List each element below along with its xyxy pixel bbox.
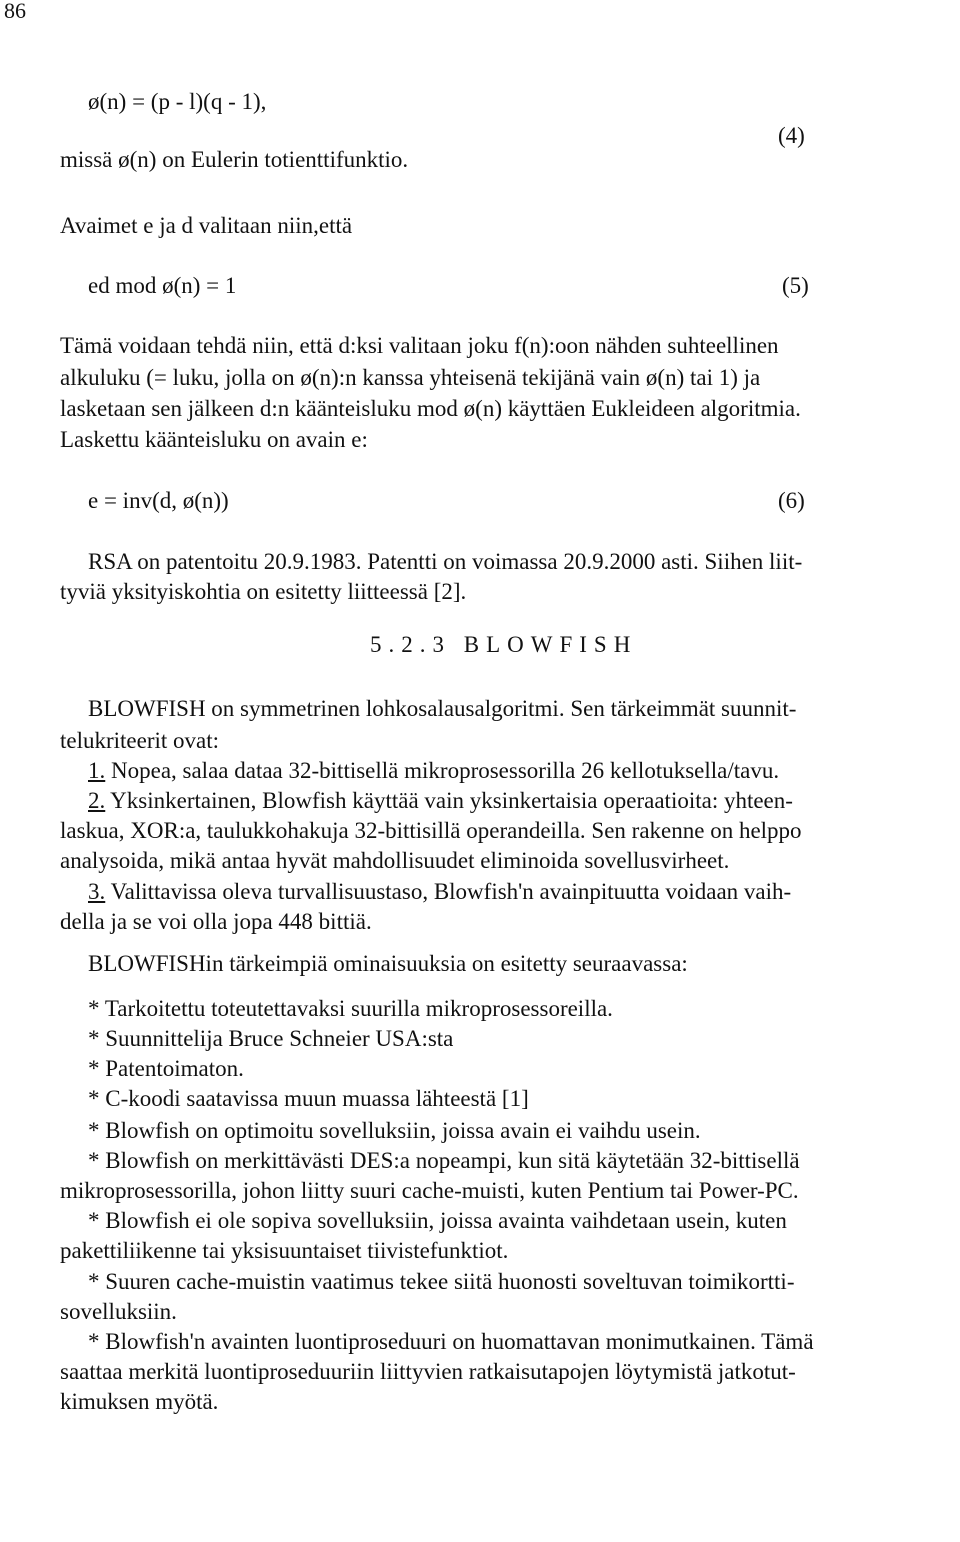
equation-4-note: missä ø(n) on Eulerin totienttifunktio. <box>60 147 409 172</box>
property-item: * Blowfish'n avainten luontiproseduuri on huomattavan monimutkainen. Tämä <box>88 1329 814 1354</box>
section-heading: 5.2.3 BLOWFISH <box>370 632 638 657</box>
criteria-text: analysoida, mikä antaa hyvät mahdollisuudet eliminoida sovellusvirheet. <box>60 848 730 873</box>
equation-4-number: (4) <box>778 123 805 148</box>
criteria-number: 1. <box>88 758 106 783</box>
property-item: * Patentoimaton. <box>88 1056 244 1081</box>
criteria-text: laskua, XOR:a, taulukkohakuja 32-bittisillä operandeilla. Sen rakenne on helppo <box>60 818 802 843</box>
equation-6-number: (6) <box>778 488 805 513</box>
property-item-continued: sovelluksiin. <box>60 1299 177 1324</box>
property-item: * Blowfish ei ole sopiva sovelluksiin, joissa avainta vaihdetaan usein, kuten <box>88 1208 787 1233</box>
property-item-continued: saattaa merkitä luontiproseduuriin liittyvien ratkaisutapojen löytymistä jatkotut- <box>60 1359 796 1384</box>
paragraph-line: RSA on patentoitu 20.9.1983. Patentti on voimassa 20.9.2000 asti. Siihen liit- <box>88 549 803 574</box>
property-item: * Suuren cache-muistin vaatimus tekee siitä huonosti soveltuvan toimikortti- <box>88 1269 795 1294</box>
paragraph-line: BLOWFISH on symmetrinen lohkosalausalgoritmi. Sen tärkeimmät suunnit- <box>88 696 797 721</box>
criteria-item-2 <box>88 787 793 815</box>
property-item-continued: kimuksen myötä. <box>60 1389 219 1414</box>
paragraph-line: Tämä voidaan tehdä niin, että d:ksi valitaan joku f(n):oon nähden suhteellinen <box>60 333 779 358</box>
page-number: 86 <box>4 0 26 23</box>
equation-6: e = inv(d, ø(n)) <box>88 488 229 513</box>
paragraph-line: telukriteerit ovat: <box>60 728 220 753</box>
criteria-number: 3. <box>88 879 106 904</box>
paragraph-line: alkuluku (= luku, jolla on ø(n):n kanssa yhteisenä tekijänä vain ø(n) tai 1) ja <box>60 365 761 390</box>
keys-intro: Avaimet e ja d valitaan niin,että <box>60 213 353 238</box>
property-item: * Blowfish on optimoitu sovelluksiin, joissa avain ei vaihdu usein. <box>88 1118 701 1143</box>
criteria-text: Valittavissa oleva turvallisuustaso, Blowfish'n avainpituutta voidaan vaih- <box>110 879 792 904</box>
property-item-continued: pakettiliikenne tai yksisuuntaiset tiivistefunktiot. <box>60 1238 509 1263</box>
properties-intro: BLOWFISHin tärkeimpiä ominaisuuksia on esitetty seuraavassa: <box>88 951 688 976</box>
property-item: * Blowfish on merkittävästi DES:a nopeampi, kun sitä käytetään 32-bittisellä <box>88 1148 800 1173</box>
criteria-item-1 <box>88 757 779 785</box>
paragraph-line: Laskettu käänteisluku on avain e: <box>60 427 368 452</box>
equation-5: ed mod ø(n) = 1 <box>88 273 237 298</box>
criteria-text: Yksinkertainen, Blowfish käyttää vain yksinkertaisia operaatioita: yhteen- <box>110 788 793 813</box>
property-item: * Suunnittelija Bruce Schneier USA:sta <box>88 1026 454 1051</box>
property-item: * C-koodi saatavissa muun muassa lähteestä [1] <box>88 1086 529 1111</box>
criteria-text: Nopea, salaa dataa 32-bittisellä mikroprosessorilla 26 kellotuksella/tavu. <box>111 758 780 783</box>
paragraph-line: lasketaan sen jälkeen d:n käänteisluku mod ø(n) käyttäen Eukleideen algoritmia. <box>60 396 801 421</box>
criteria-item-3 <box>88 878 791 906</box>
equation-4: ø(n) = (p - l)(q - 1), <box>88 89 267 114</box>
property-item-continued: mikroprosessorilla, johon liitty suuri cache-muisti, kuten Pentium tai Power-PC. <box>60 1178 799 1203</box>
criteria-number: 2. <box>88 788 106 813</box>
property-item: * Tarkoitettu toteutettavaksi suurilla mikroprosessoreilla. <box>88 996 613 1021</box>
criteria-text: della ja se voi olla jopa 448 bittiä. <box>60 909 372 934</box>
equation-5-number: (5) <box>782 273 809 298</box>
paragraph-line: tyviä yksityiskohtia on esitetty liitteessä [2]. <box>60 579 467 604</box>
